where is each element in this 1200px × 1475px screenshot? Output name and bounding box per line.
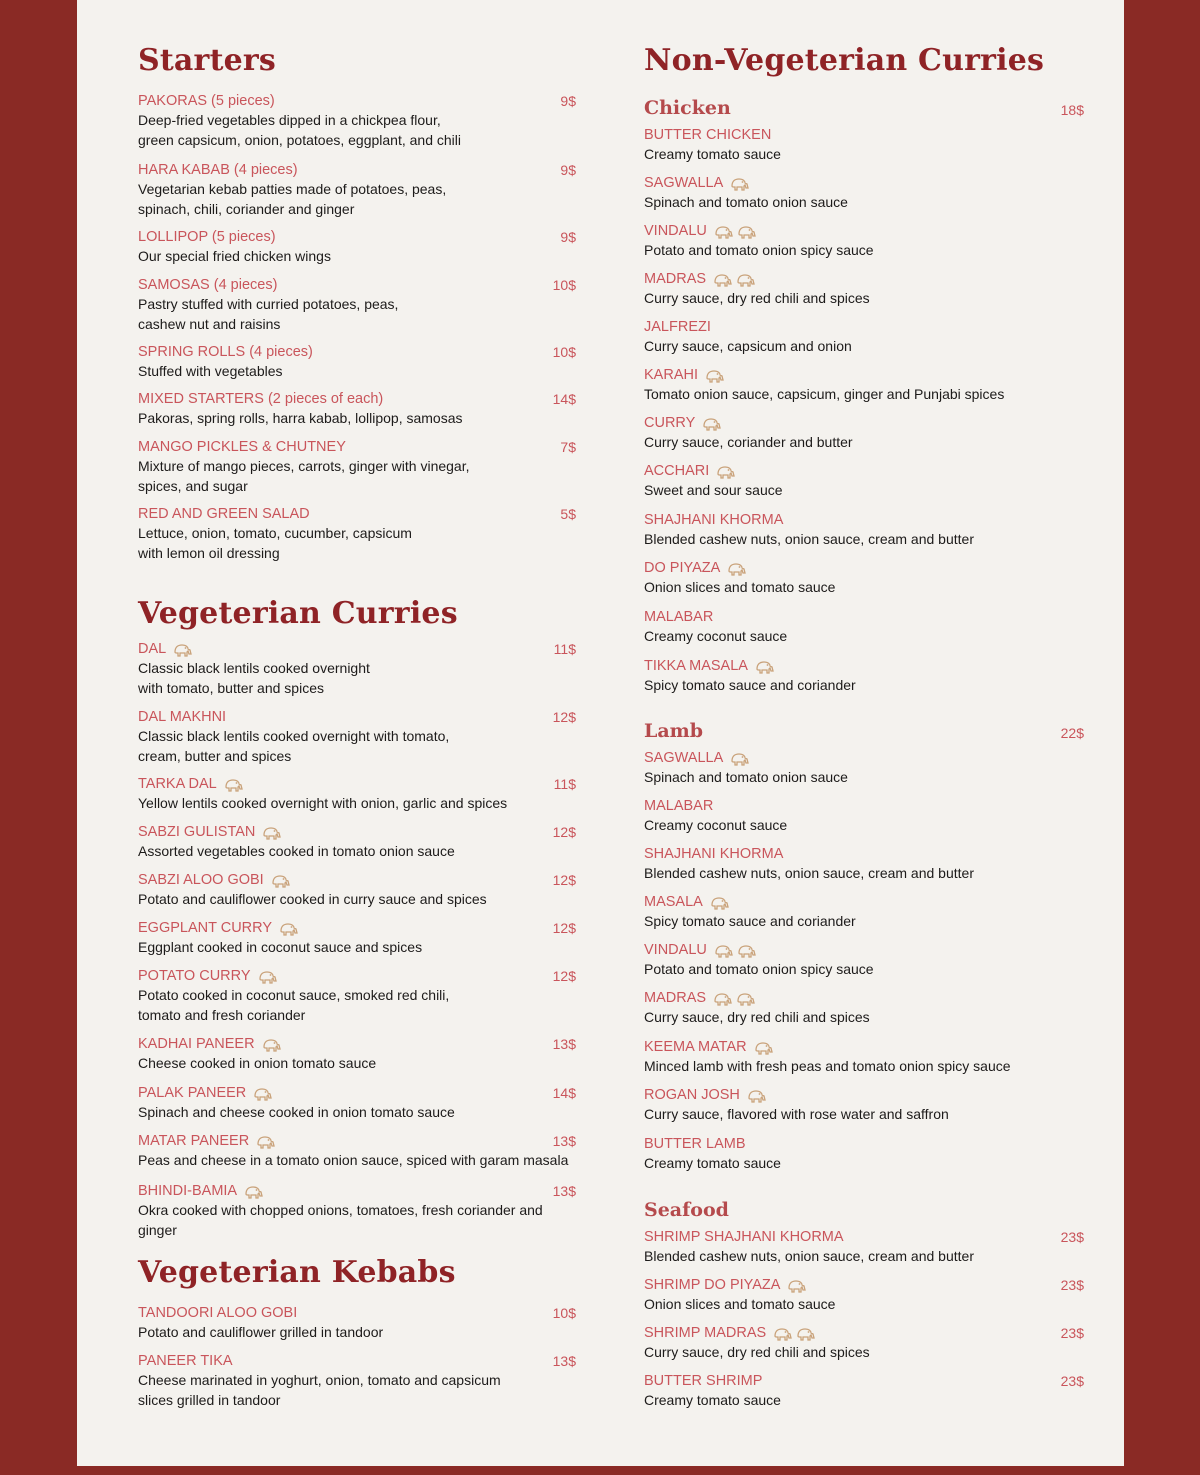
item-name-row [644,1135,1084,1154]
menu-item [644,318,1084,357]
item-description: with lemon oil dressing [138,544,280,561]
menu-item [138,92,576,150]
item-description: Tomato onion sauce, capsicum, ginger and Punjabi spices [644,386,1005,402]
menu-item [644,1228,1084,1267]
item-name-row [138,775,576,794]
item-name: SHAJHANI KHORMA [644,512,784,528]
spice-level [754,660,777,674]
subsection-title-lamb: Lamb [644,720,704,742]
item-name-row [644,126,1084,145]
menu-item [644,845,1084,884]
item-description: Assorted vegetables cooked in tomato onion sauce [138,843,455,859]
item-name-row [644,893,1084,912]
menu-item [138,1304,576,1343]
menu-item [644,989,1084,1028]
spice-level [726,562,749,576]
item-name: ROGAN JOSH [644,1087,740,1103]
spice-level [261,1038,284,1052]
item-name: BUTTER SHRIMP [644,1373,763,1389]
item-name: VINDALU [644,223,707,239]
item-name-row [138,228,576,247]
spice-level [255,1135,278,1149]
menu-item [138,1182,576,1240]
item-price: 12$ [552,920,576,936]
item-name-row [644,511,1084,530]
spice-level [223,778,246,792]
spice-level [712,273,758,287]
menu-item [138,967,576,1025]
item-name: JALFREZI [644,319,711,335]
menu-item [644,749,1084,788]
item-description: Peas and cheese in a tomato onion sauce, spiced with garam masala [138,1152,569,1168]
item-description: Creamy coconut sauce [644,628,788,644]
item-name: MASALA [644,894,703,910]
spice-level [270,874,293,888]
spice-level [278,922,301,936]
item-price: 13$ [552,1036,576,1052]
item-price: 9$ [560,229,576,245]
item-name-row [644,222,1084,241]
spice-level [243,1185,266,1199]
elephant-icon [735,992,755,1006]
item-description: Curry sauce, capsicum and onion [644,338,852,354]
menu-item [644,126,1084,165]
item-name-row [138,1304,576,1323]
spice-level [712,992,758,1006]
spice-level [704,369,727,383]
spice-level [713,225,759,239]
elephant-icon [252,1087,272,1101]
item-description: Onion slices and tomato sauce [644,1296,836,1312]
item-description: Vegetarian kebab patties made of potatoes, peas, [138,181,447,197]
elephant-icon [223,778,243,792]
menu-item [138,1132,576,1171]
elephant-icon [243,1185,263,1199]
elephant-icon [261,1038,281,1052]
item-name: PAKORAS (5 pieces) [138,93,275,109]
subsection-title-seafood: Seafood [644,1199,729,1221]
item-description: Cheese marinated in yoghurt, onion, tomato and capsicum [138,1372,501,1388]
item-description: Spicy tomato sauce and coriander [644,677,856,693]
item-name-row [138,1352,576,1371]
item-name: SHRIMP DO PIYAZA [644,1277,781,1293]
item-name-row [644,318,1084,337]
item-price: 10$ [552,1305,576,1321]
item-name: POTATO CURRY [138,968,251,984]
menu-item [644,1372,1084,1411]
item-description: Our special fried chicken wings [138,248,331,264]
menu-item [138,228,576,267]
item-name: KEEMA MATAR [644,1039,747,1055]
item-name-row [644,270,1084,289]
item-name-row [138,871,576,890]
item-name: SHRIMP SHAJHANI KHORMA [644,1229,844,1245]
item-name: KARAHI [644,367,698,383]
item-description: Pakoras, spring rolls, harra kabab, lollipop, samosas [138,410,463,426]
item-name: SHAJHANI KHORMA [644,846,784,862]
item-name-row [644,749,1084,768]
item-description: green capsicum, onion, potatoes, eggplant, and chili [138,131,461,148]
item-description: Classic black lentils cooked overnight [138,660,370,676]
item-description: Curry sauce, dry red chili and spices [644,1009,870,1025]
item-name: KADHAI PANEER [138,1036,255,1052]
menu-item [138,1352,576,1410]
item-description: Curry sauce, dry red chili and spices [644,290,870,306]
item-name-row [644,989,1084,1008]
item-price: 12$ [552,872,576,888]
menu-item [138,823,576,862]
spice-level [257,970,280,984]
menu-item [138,1084,576,1123]
item-price: 14$ [552,1085,576,1101]
section-title-starters: Starters [138,43,277,78]
elephant-icon [712,273,732,287]
item-name-row [644,1086,1084,1105]
item-name: SAGWALLA [644,750,724,766]
spice-level [753,1041,776,1055]
menu-item [644,222,1084,261]
item-price: 11$ [553,776,576,792]
menu-item [138,871,576,910]
item-price: 11$ [553,641,576,657]
item-description: Potato and tomato onion spicy sauce [644,242,874,258]
menu-item [138,343,576,382]
item-name: HARA KABAB (4 pieces) [138,162,298,178]
item-description: Blended cashew nuts, onion sauce, cream and butter [644,865,974,881]
section-title-nonveg-curries: Non-Vegeterian Curries [644,43,1045,78]
item-name-row [138,1182,576,1201]
item-price: 23$ [1060,1277,1084,1293]
spice-level [713,944,759,958]
item-name: SAMOSAS (4 pieces) [138,277,278,293]
elephant-icon [729,752,749,766]
item-name: SABZI GULISTAN [138,824,256,840]
elephant-icon [257,970,277,984]
item-price: 13$ [552,1133,576,1149]
item-description: Sweet and sour sauce [644,482,783,498]
item-description: Creamy coconut sauce [644,817,788,833]
item-description: Classic black lentils cooked overnight with tomato, [138,728,450,744]
spice-level [172,643,195,657]
item-description: Eggplant cooked in coconut sauce and spices [138,939,423,955]
menu-item [644,1038,1084,1077]
elephant-icon [726,562,746,576]
item-description: spinach, chili, coriander and ginger [138,200,355,217]
menu-item [644,1135,1084,1174]
item-name-row [138,92,576,111]
item-name: DAL [138,641,167,657]
item-name: SABZI ALOO GOBI [138,872,264,888]
item-name-row [644,174,1084,193]
item-name: PALAK PANEER [138,1085,247,1101]
elephant-icon [736,944,756,958]
item-description: spices, and sugar [138,477,248,494]
menu-item [138,708,576,766]
item-name: TARKA DAL [138,776,217,792]
menu-item [644,414,1084,453]
item-price: 23$ [1060,1373,1084,1389]
spice-level [701,417,724,431]
elephant-icon [261,826,281,840]
item-price: 5$ [560,506,576,522]
item-name: EGGPLANT CURRY [138,920,273,936]
item-name-row [138,438,576,457]
item-name-row [138,919,576,938]
item-description: Potato cooked in coconut sauce, smoked red chili, [138,987,450,1003]
elephant-icon [729,177,749,191]
menu-item [138,640,576,698]
menu-item [644,657,1084,696]
item-description: Okra cooked with chopped onions, tomatoes, fresh coriander and ginger [138,1202,543,1238]
item-description: Creamy tomato sauce [644,1392,781,1408]
item-name: ACCHARI [644,463,710,479]
item-name: PANEER TIKA [138,1353,233,1369]
item-description: Onion slices and tomato sauce [644,579,836,595]
item-name-row [644,1228,1084,1247]
spice-level [261,826,284,840]
elephant-icon [735,273,755,287]
item-name-row [138,1084,576,1103]
item-price: 10$ [552,277,576,293]
item-price: 12$ [552,824,576,840]
item-name-row [138,161,576,180]
item-description: Potato and cauliflower grilled in tandoor [138,1324,384,1340]
item-price: 14$ [552,391,576,407]
elephant-icon [754,660,774,674]
item-name: TANDOORI ALOO GOBI [138,1305,298,1321]
item-name: BHINDI-BAMIA [138,1183,238,1199]
item-name-row [138,640,576,659]
item-description: Minced lamb with fresh peas and tomato onion spicy sauce [644,1058,1011,1074]
item-description: Yellow lentils cooked overnight with onion, garlic and spices [138,795,508,811]
item-name-row [138,505,576,524]
item-description: cream, butter and spices [138,747,292,764]
item-description: Spinach and cheese cooked in onion tomato sauce [138,1104,455,1120]
elephant-icon [278,922,298,936]
item-description: Creamy tomato sauce [644,146,781,162]
elephant-icon [713,944,733,958]
item-price: 12$ [552,968,576,984]
spice-level [715,465,738,479]
menu-item [138,775,576,814]
item-description: cashew nut and raisins [138,315,281,332]
item-description: Spinach and tomato onion sauce [644,194,848,210]
item-description: Creamy tomato sauce [644,1155,781,1171]
item-name: DAL MAKHNI [138,709,227,725]
item-name: MADRAS [644,271,707,287]
spice-level [746,1089,769,1103]
item-price: 7$ [560,439,576,455]
item-name-row [644,941,1084,960]
item-name-row [644,559,1084,578]
item-name: BUTTER LAMB [644,1136,746,1152]
item-name: SHRIMP MADRAS [644,1325,767,1341]
menu-item [138,1035,576,1074]
item-description: Curry sauce, flavored with rose water and saffron [644,1106,949,1122]
item-name-row [644,1324,1084,1343]
item-name: CURRY [644,415,696,431]
item-description: Blended cashew nuts, onion sauce, cream and butter [644,1248,974,1264]
menu-item [644,1276,1084,1315]
item-name-row [138,343,576,362]
menu-item [644,511,1084,550]
item-description: Pastry stuffed with curried potatoes, peas, [138,296,399,312]
spice-level [252,1087,275,1101]
item-name-row [138,276,576,295]
item-price: 13$ [552,1183,576,1199]
elephant-icon [270,874,290,888]
menu-item [138,919,576,958]
item-name: MALABAR [644,798,714,814]
elephant-icon [786,1279,806,1293]
item-price: 9$ [560,162,576,178]
section-title-veg-curries: Vegeterian Curries [138,596,458,631]
item-price: 13$ [552,1353,576,1369]
subsection-title-chicken: Chicken [644,97,731,119]
elephant-icon [701,417,721,431]
item-price: 23$ [1060,1325,1084,1341]
item-price: 9$ [560,93,576,109]
item-description: Curry sauce, dry red chili and spices [644,1344,870,1360]
item-name-row [138,1132,576,1151]
menu-item [644,270,1084,309]
section-price: 22$ [1060,725,1084,741]
item-description: Spicy tomato sauce and coriander [644,913,856,929]
item-name: DO PIYAZA [644,560,721,576]
section-title-veg-kebabs: Vegeterian Kebabs [138,1255,456,1290]
menu-item [138,390,576,429]
spice-level [729,752,752,766]
item-name: MALABAR [644,609,714,625]
menu-item [138,438,576,496]
item-name-row [138,967,576,986]
item-name-row [644,1038,1084,1057]
elephant-icon [736,225,756,239]
item-description: Deep-fried vegetables dipped in a chickpea flour, [138,112,441,128]
elephant-icon [746,1089,766,1103]
elephant-icon [753,1041,773,1055]
item-name-row [138,823,576,842]
item-name-row [644,657,1084,676]
item-description: tomato and fresh coriander [138,1006,306,1023]
item-description: Spinach and tomato onion sauce [644,769,848,785]
item-description: with tomato, butter and spices [138,679,324,696]
menu-item [138,505,576,563]
menu-item [644,797,1084,836]
elephant-icon [713,225,733,239]
menu-item [644,174,1084,213]
elephant-icon [704,369,724,383]
item-description: Lettuce, onion, tomato, cucumber, capsicum [138,525,412,541]
menu-item [138,276,576,334]
menu-item [644,608,1084,647]
elephant-icon [172,643,192,657]
item-name: SPRING ROLLS (4 pieces) [138,344,313,360]
item-name: BUTTER CHICKEN [644,127,772,143]
item-name-row [138,708,576,727]
item-name: MADRAS [644,990,707,1006]
item-name-row [644,462,1084,481]
item-description: Cheese cooked in onion tomato sauce [138,1055,377,1071]
item-description: slices grilled in tandoor [138,1391,281,1408]
menu-item [644,366,1084,405]
item-name: VINDALU [644,942,707,958]
item-name-row [644,366,1084,385]
item-name: RED AND GREEN SALAD [138,506,310,522]
elephant-icon [709,896,729,910]
item-name-row [644,797,1084,816]
item-name: MATAR PANEER [138,1133,250,1149]
menu-item [644,941,1084,980]
elephant-icon [712,992,732,1006]
item-name: LOLLIPOP (5 pieces) [138,229,276,245]
menu-item [644,893,1084,932]
item-description: Potato and tomato onion spicy sauce [644,961,874,977]
item-name-row [138,390,576,409]
item-name-row [644,608,1084,627]
menu-item [644,1324,1084,1363]
elephant-icon [795,1327,815,1341]
item-description: Potato and cauliflower cooked in curry sauce and spices [138,891,487,907]
item-price: 23$ [1060,1229,1084,1245]
item-name-row [138,1035,576,1054]
spice-level [786,1279,809,1293]
item-name: SAGWALLA [644,175,724,191]
item-name-row [644,1276,1084,1295]
item-name-row [644,414,1084,433]
spice-level [772,1327,818,1341]
item-description: Stuffed with vegetables [138,363,283,379]
item-price: 10$ [552,344,576,360]
item-name-row [644,845,1084,864]
item-description: Blended cashew nuts, onion sauce, cream and butter [644,531,974,547]
menu-item [644,1086,1084,1125]
item-description: Curry sauce, coriander and butter [644,434,853,450]
item-name: MIXED STARTERS (2 pieces of each) [138,391,384,407]
item-price: 12$ [552,709,576,725]
menu-item [644,462,1084,501]
elephant-icon [255,1135,275,1149]
elephant-icon [772,1327,792,1341]
item-name: TIKKA MASALA [644,658,748,674]
item-name-row [644,1372,1084,1391]
spice-level [729,177,752,191]
menu-item [138,161,576,219]
spice-level [709,896,732,910]
menu-item [644,559,1084,598]
elephant-icon [715,465,735,479]
item-name: MANGO PICKLES & CHUTNEY [138,439,346,455]
item-description: Mixture of mango pieces, carrots, ginger with vinegar, [138,458,470,474]
section-price: 18$ [1060,102,1084,118]
